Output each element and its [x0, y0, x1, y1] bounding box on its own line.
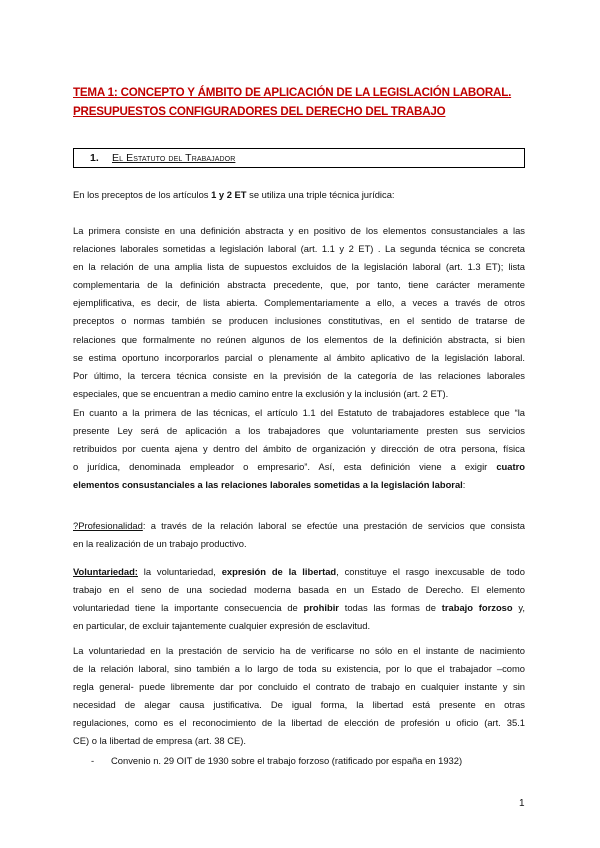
text: o jurídica, denominada empleador o empresario”. Así, esta definición viene a exigir	[73, 461, 497, 473]
bold-text: cuatro	[496, 461, 525, 473]
line: retribuidos por cuenta ajena y dentro del ámbito de organización y dirección de otra persona, física	[73, 443, 525, 455]
text: :	[462, 479, 466, 491]
paragraph-intro	[73, 186, 525, 204]
bold-text: trabajo forzoso	[441, 602, 513, 614]
text: y,	[512, 602, 525, 614]
section-number: 1.	[90, 152, 99, 164]
section-heading-box	[73, 148, 525, 168]
paragraph-voluntariedad-detail	[73, 642, 525, 751]
line	[73, 599, 525, 617]
line: especiales, que se encuentran a medio camino entre la exclusión y la inclusión (art. 2 ET).	[73, 387, 449, 399]
paragraph-article-1-1	[73, 404, 525, 494]
text: se utiliza una triple técnica jurídica:	[246, 189, 395, 200]
line: En cuanto a la primera de las técnicas, el artículo 1.1 del Estatuto de trabajadores establece que “la	[73, 407, 525, 418]
line	[73, 458, 525, 476]
line: La primera consiste en una definición abstracta y en positivo de los elementos consustanciales a las	[73, 225, 525, 236]
text: : a través de la relación laboral se efectúe una prestación de servicios que consista	[142, 520, 525, 531]
text: En los preceptos de los artículos	[73, 189, 212, 200]
line	[73, 517, 525, 535]
line: relaciones laborales sometidas a legislación laboral (art. 1.1 y 2 ET) . La segunda técnica se concreta	[73, 243, 525, 255]
text: todas las formas de	[338, 602, 442, 614]
paragraph-voluntariedad	[73, 563, 525, 635]
bold-text: elementos consustanciales a las relaciones laborales sometidas a la legislación laboral	[73, 479, 463, 491]
bold-text: expresión de la libertad	[221, 566, 337, 577]
page-title	[73, 83, 533, 121]
line: en la realización de un trabajo productivo.	[73, 538, 247, 550]
line: en particular, de excluir tajantemente cualquier expresión de esclavitud.	[73, 620, 371, 632]
page-number: 1	[519, 798, 525, 809]
line: trabajo en el seno de una sociedad moderna basada en un Estado de Derecho. El elemento	[73, 584, 525, 596]
paragraph-profesionalidad	[73, 517, 525, 553]
section-heading: El Estatuto del Trabajador	[112, 152, 236, 164]
text: la voluntariedad,	[137, 566, 222, 577]
term-voluntariedad: Voluntariedad:	[73, 566, 138, 577]
line: preceptos o normas también se producen inclusiones constitutivas, en el sentido de tratarse de	[73, 315, 525, 327]
line: Por último, la tercera técnica consiste en la previsión de la categoría de las relaciones laborales	[73, 369, 525, 381]
line: relaciones que formalmente no reúnen algunos de los elementos de la definición abstracta, si bien	[73, 333, 525, 345]
bullet-text: Convenio n. 29 OIT de 1930 sobre el trabajo forzoso (ratificado por españa en 1932)	[111, 755, 463, 766]
line: complementaria de la definición abstracta precedente, que, por tanto, tiene carácter meramente	[73, 279, 525, 291]
line	[73, 563, 525, 581]
text: , constituye el rasgo inexcusable de todo	[336, 566, 525, 577]
term-profesionalidad: ?Profesionalidad	[73, 520, 143, 531]
line: regla general- puede libremente dar por concluido el contrato de trabajo en cualquier instante y sin	[73, 681, 525, 693]
line: de la relación laboral, sino también a lo largo de toda su existencia, por lo que el trabajador –como	[73, 663, 525, 675]
line: CE) o la libertad de empresa (art. 38 CE).	[73, 735, 246, 747]
line	[73, 476, 525, 494]
paragraph-techniques	[73, 222, 525, 403]
bold-text: prohibir	[303, 602, 339, 614]
line: necesidad de alegar causa justificativa. De igual forma, la libertad está presente en otras	[73, 699, 525, 711]
line: regulaciones, como es el reconocimiento de la libertad de elección de profesión u oficio (art. 35.1	[73, 717, 525, 729]
line: ejemplificativa, es decir, de lista abierta. Complementariamente a ello, a veces a través de otros	[73, 297, 525, 309]
title-line-1: TEMA 1: CONCEPTO Y ÁMBITO DE APLICACIÓN DE LA LEGISLACIÓN LABORAL.	[73, 86, 512, 99]
bullet-dash: -	[91, 755, 95, 766]
bold-text: 1 y 2 ET	[211, 189, 247, 200]
text: voluntariedad tiene la importante consecuencia de	[73, 602, 304, 614]
line: en la relación de una amplia lista de supuestos excluidos de la legislación laboral (art. 1.3 ET); lista	[73, 261, 525, 273]
line: presente Ley será de aplicación a los trabajadores que voluntariamente presten sus servicios	[73, 425, 525, 437]
bullet-item	[91, 752, 462, 770]
line: se estima oportuno incorporarlos parcial o plenamente al ámbito aplicativo de la legislación laboral.	[73, 351, 525, 363]
line: La voluntariedad en la prestación de servicio ha de verificarse no sólo en el instante de nacimiento	[73, 645, 525, 656]
title-line-2: PRESUPUESTOS CONFIGURADORES DEL DERECHO DEL TRABAJO	[73, 105, 446, 118]
